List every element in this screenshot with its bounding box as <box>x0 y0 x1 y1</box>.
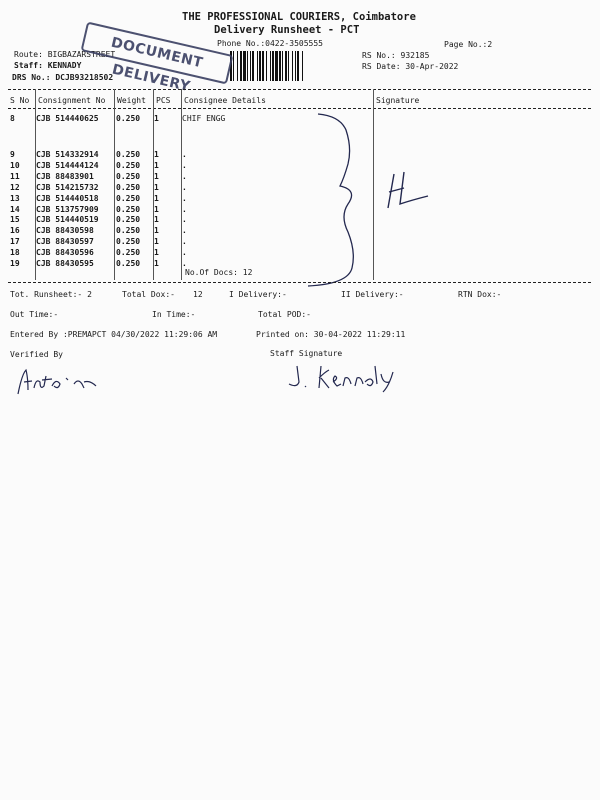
printed-on: Printed on: 30-04-2022 11:29:11 <box>256 330 406 339</box>
total-dox-label: Total Dox:- <box>122 290 175 299</box>
row-details: . <box>182 171 187 181</box>
total-runsheet: Tot. Runsheet:- 2 <box>10 290 92 299</box>
row-sno: 14 <box>10 204 20 214</box>
row-pcs: 1 <box>154 259 159 269</box>
barcode-bar <box>233 51 234 81</box>
row-pcs: 1 <box>154 193 159 203</box>
row-sno: 13 <box>10 193 20 203</box>
row-sno: 10 <box>10 160 20 170</box>
barcode <box>230 51 354 81</box>
route-label: Route: BIGBAZARSTREET <box>14 50 116 59</box>
table-row <box>10 150 302 161</box>
col-header-pcs: PCS <box>156 96 171 105</box>
col-header-sno: S No <box>10 96 30 105</box>
col-header-consignment: Consignment No <box>38 96 106 105</box>
row-details: . <box>182 248 187 258</box>
row-pcs: 1 <box>154 114 159 123</box>
row-weight: 0.250 <box>116 160 141 170</box>
company-title: THE PROFESSIONAL COURIERS, Coimbatore <box>182 11 416 23</box>
barcode-bar <box>240 51 242 81</box>
barcode-bar <box>257 51 258 81</box>
row-weight: 0.250 <box>116 193 141 203</box>
barcode-bar <box>302 51 303 81</box>
row-sno: 12 <box>10 182 20 192</box>
row-consignment: CJB 88430597 <box>36 237 94 247</box>
barcode-bar <box>252 51 254 81</box>
barcode-bar <box>247 51 248 81</box>
row-sno: 11 <box>10 171 20 181</box>
row-sno: 15 <box>10 215 20 225</box>
barcode-bar <box>237 51 238 81</box>
barcode-bar <box>297 51 299 81</box>
table-row <box>10 259 302 270</box>
ii-delivery: II Delivery:- <box>341 290 404 299</box>
row-pcs: 1 <box>154 204 159 214</box>
row-consignment: CJB 514440625 <box>36 114 99 123</box>
barcode-bar <box>270 51 271 81</box>
verified-by-label: Verified By <box>10 350 63 359</box>
table-row <box>10 237 302 248</box>
row-weight: 0.250 <box>116 171 141 181</box>
row-details: . <box>182 182 187 192</box>
barcode-bar <box>279 51 281 81</box>
table-top-rule <box>8 89 591 90</box>
row-weight: 0.250 <box>116 259 141 269</box>
row-consignment: CJB 88430596 <box>36 248 94 258</box>
total-dox-value: 12 <box>193 290 203 299</box>
table-row <box>10 205 302 216</box>
col-header-signature: Signature <box>376 96 420 105</box>
table-row <box>10 172 302 183</box>
row-pcs: 1 <box>154 182 159 192</box>
table-row <box>10 248 302 259</box>
row-weight: 0.250 <box>116 215 141 225</box>
row-consignment: CJB 514444124 <box>36 160 99 170</box>
row-weight: 0.250 <box>116 248 141 258</box>
row-consignment: CJB 88430598 <box>36 226 94 236</box>
rs-date: RS Date: 30-Apr-2022 <box>362 62 459 71</box>
verifier-signature-text <box>14 372 18 373</box>
row-details: . <box>182 259 187 269</box>
drs-number: DRS No.: DCJB93218502 <box>12 73 114 82</box>
barcode-bar <box>266 51 267 81</box>
in-time: In Time:- <box>152 310 196 319</box>
row-consignment: CJB 88430595 <box>36 259 94 269</box>
table-row <box>10 194 302 205</box>
row-consignment: CJB 514215732 <box>36 182 99 192</box>
document-delivery-stamp: DOCUMENT DELIVERY <box>81 22 234 85</box>
row-sno: 18 <box>10 248 20 258</box>
barcode-bar <box>259 51 261 81</box>
staff-label: Staff: KENNADY <box>14 61 82 70</box>
verifier-signature <box>12 360 132 400</box>
totals-top-rule <box>8 282 591 283</box>
barcode-bar <box>272 51 274 81</box>
i-delivery: I Delivery:- <box>229 290 287 299</box>
barcode-bar <box>250 51 251 81</box>
row-consignment: CJB 513757909 <box>36 204 99 214</box>
page-number: Page No.:2 <box>444 40 493 49</box>
table-row <box>10 114 302 125</box>
col-header-details: Consignee Details <box>184 96 266 105</box>
barcode-bar <box>295 51 296 81</box>
row-pcs: 1 <box>154 150 159 159</box>
row-weight: 0.250 <box>116 226 141 236</box>
barcode-bar <box>243 51 246 81</box>
row-weight: 0.250 <box>116 237 141 247</box>
runsheet-subtitle: Delivery Runsheet - PCT <box>214 24 360 36</box>
table-row <box>10 215 302 226</box>
barcode-bar <box>262 51 264 81</box>
handwritten-brace <box>300 108 460 290</box>
barcode-bar <box>282 51 283 81</box>
row-sno: 9 <box>10 150 15 159</box>
row-weight: 0.250 <box>116 150 141 159</box>
staff-signature-text <box>290 372 296 373</box>
row-sno: 16 <box>10 226 20 236</box>
table-row <box>10 226 302 237</box>
row-consignment: CJB 88483901 <box>36 171 94 181</box>
barcode-bar <box>292 51 293 81</box>
row-sno: 8 <box>10 114 15 123</box>
consignment-table <box>10 150 302 270</box>
staff-signature <box>285 358 420 394</box>
staff-signature-label: Staff Signature <box>270 349 343 358</box>
row-pcs: 1 <box>154 215 159 225</box>
row-details: . <box>182 160 187 170</box>
barcode-bar <box>285 51 287 81</box>
row-consignment: CJB 514332914 <box>36 150 99 159</box>
out-time: Out Time:- <box>10 310 59 319</box>
row-weight: 0.250 <box>116 182 141 192</box>
row-weight: 0.250 <box>116 204 141 214</box>
phone-number: Phone No.:0422-3505555 <box>217 39 323 48</box>
row-details: . <box>182 226 187 236</box>
row-details: . <box>182 237 187 247</box>
row-pcs: 1 <box>154 226 159 236</box>
entered-by: Entered By :PREMAPCT 04/30/2022 11:29:06 AM <box>10 330 218 339</box>
first-consignment-table <box>10 114 302 125</box>
row-sno: 17 <box>10 237 20 247</box>
row-details: . <box>182 215 187 225</box>
table-row <box>10 161 302 172</box>
row-details: CHIF ENGG <box>182 114 226 123</box>
col-header-weight: Weight <box>117 96 146 105</box>
row-details: . <box>182 204 187 214</box>
row-details: . <box>182 150 187 159</box>
no-of-docs: No.Of Docs: 12 <box>185 268 253 277</box>
row-pcs: 1 <box>154 171 159 181</box>
rtn-dox: RTN Dox:- <box>458 290 502 299</box>
row-pcs: 1 <box>154 160 159 170</box>
barcode-bar <box>275 51 278 81</box>
row-pcs: 1 <box>154 248 159 258</box>
row-consignment: CJB 514440519 <box>36 215 99 225</box>
table-row <box>10 183 302 194</box>
row-sno: 19 <box>10 259 20 269</box>
handwritten-hl-mark <box>395 178 396 179</box>
rs-number: RS No.: 932185 <box>362 51 430 60</box>
total-pod: Total POD:- <box>258 310 311 319</box>
row-consignment: CJB 514440518 <box>36 193 99 203</box>
row-pcs: 1 <box>154 237 159 247</box>
row-weight: 0.250 <box>116 114 141 123</box>
row-details: . <box>182 193 187 203</box>
barcode-bar <box>288 51 289 81</box>
